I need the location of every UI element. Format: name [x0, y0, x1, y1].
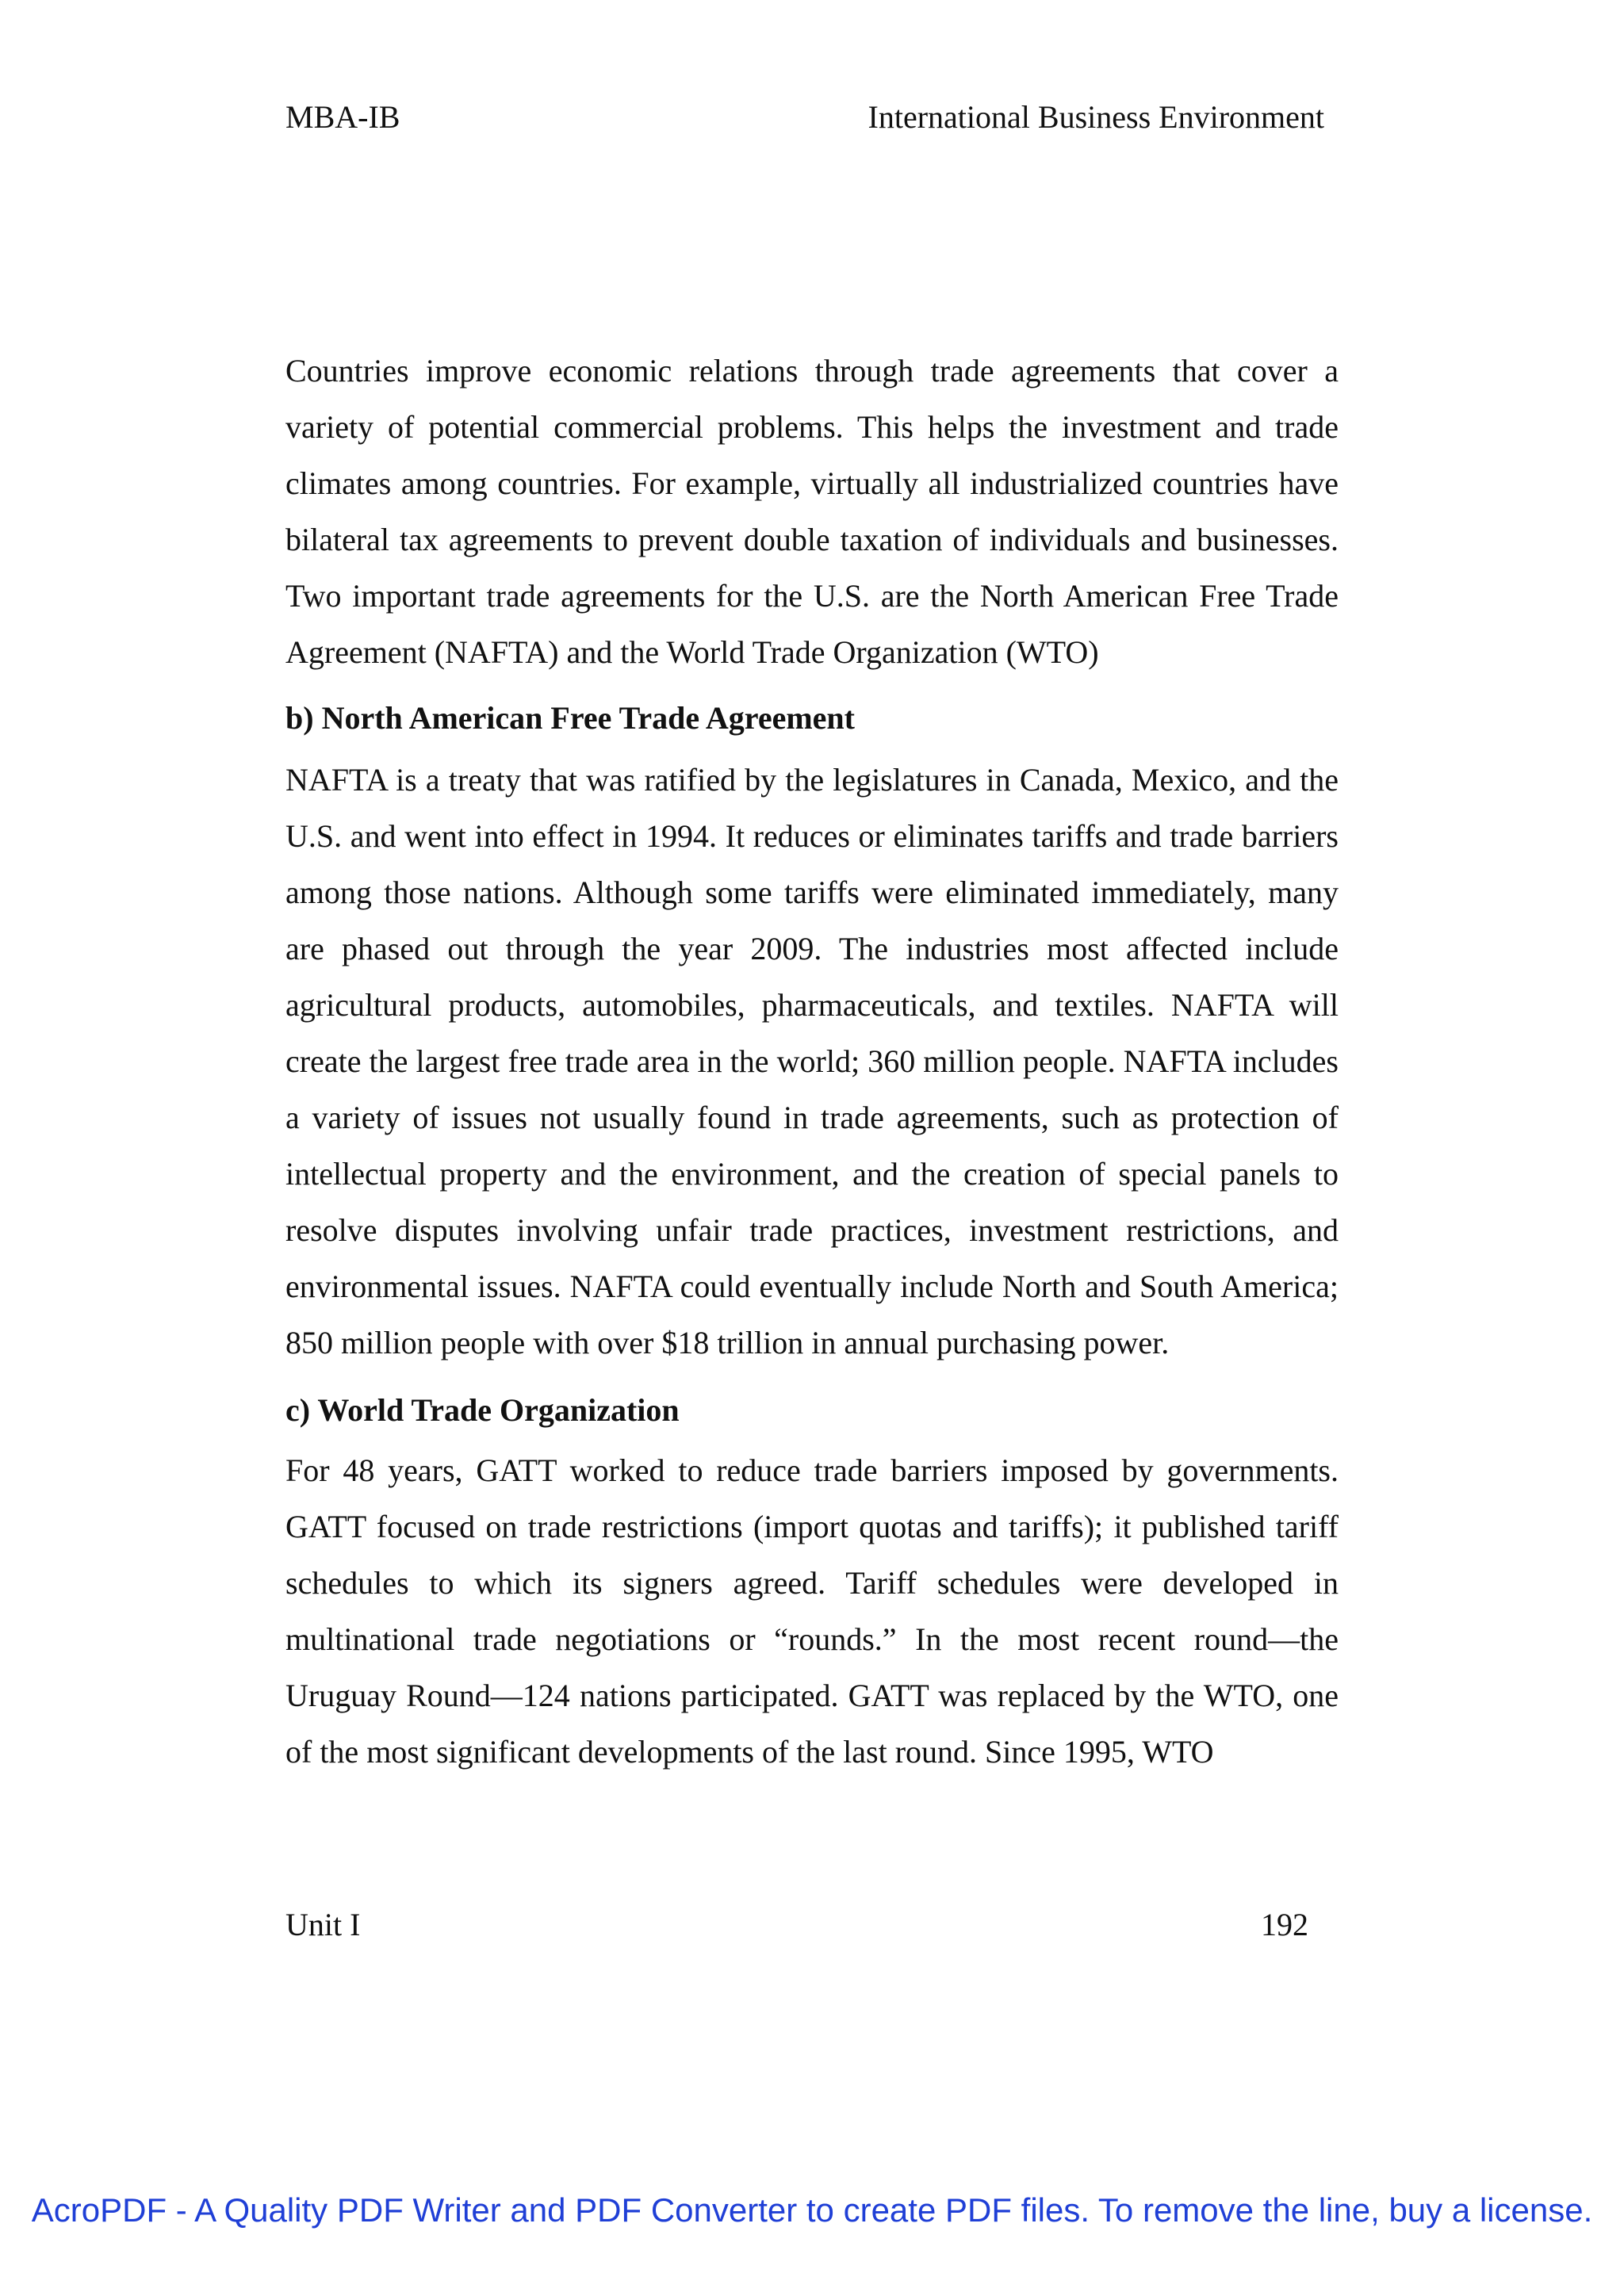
acropdf-watermark-banner: AcroPDF - A Quality PDF Writer and PDF Converter to create PDF files. To remove the line, buy a license.	[31, 2191, 1593, 2229]
running-header-left: MBA-IB	[285, 99, 400, 135]
page-number: 192	[1261, 1907, 1308, 1942]
section-heading-nafta: b) North American Free Trade Agreement	[285, 700, 855, 736]
section-heading-wto: c) World Trade Organization	[285, 1392, 680, 1428]
wto-paragraph: For 48 years, GATT worked to reduce trade barriers imposed by governments. GATT focused on trade restrictions (import quotas and tariffs); it published tariff schedules to which its signers agreed. Tariff schedules were developed in multinational trade negotiations or “rounds.” In the most recent round—the Uruguay Round—124 nations participated. GATT was replaced by the WTO, one of the most significant developments of the last round. Since 1995, WTO	[285, 1452, 1339, 1770]
intro-paragraph: Countries improve economic relations through trade agreements that cover a variety of potential commercial problems. This helps the investment and trade climates among countries. For example, virtually all industrialized countries have bilateral tax agreements to prevent double taxation of individuals and businesses. Two important trade agreements for the U.S. are the North American Free Trade Agreement (NAFTA) and the World Trade Organization (WTO)	[285, 353, 1339, 670]
page-body	[285, 342, 1339, 1780]
running-header-right: International Business Environment	[868, 99, 1324, 135]
nafta-paragraph: NAFTA is a treaty that was ratified by the legislatures in Canada, Mexico, and the U.S. and went into effect in 1994. It reduces or eliminates tariffs and trade barriers among those nations. Although some tariffs were eliminated immediately, many are phased out through the year 2009. The industries most affected include agricultural products, automobiles, pharmaceuticals, and textiles. NAFTA will create the largest free trade area in the world; 360 million people. NAFTA includes a variety of issues not usually found in trade agreements, such as protection of intellectual property and the environment, and the creation of special panels to resolve disputes involving unfair trade practices, investment restrictions, and environmental issues. NAFTA could eventually include North and South America; 850 million people with over $18 trillion in annual purchasing power.	[285, 762, 1339, 1360]
footer-unit-label: Unit I	[285, 1907, 361, 1942]
